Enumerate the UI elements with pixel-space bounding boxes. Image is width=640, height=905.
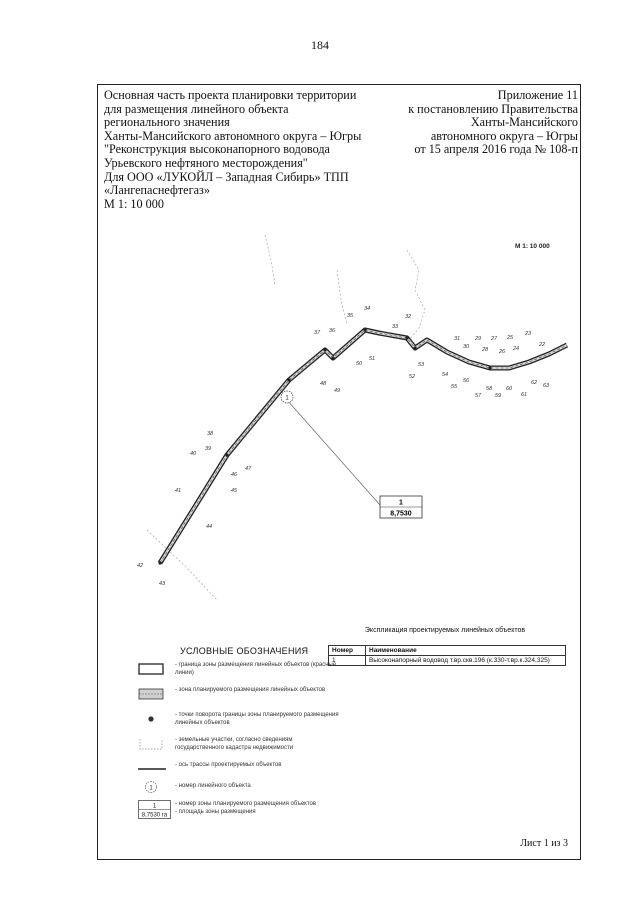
point-label: 46 — [231, 472, 238, 478]
legend-text: - граница зоны размещения линейных объектов (красные линии) — [175, 662, 337, 676]
point-label: 61 — [521, 392, 528, 398]
route-corridor — [160, 330, 567, 563]
appendix-title: Приложение 11 — [497, 88, 578, 102]
point-label: 57 — [475, 393, 482, 399]
column-header-name: Наименование — [366, 646, 566, 656]
map-scale: М 1: 10 000 — [515, 243, 550, 250]
point-label: 33 — [392, 324, 399, 330]
legend-text: - ось трассы проектируемых объектов — [175, 762, 282, 768]
object-number-marker — [281, 391, 293, 403]
legend-title: УСЛОВНЫЕ ОБОЗНАЧЕНИЯ — [180, 646, 309, 656]
legend-text: - площадь зоны размещения — [175, 809, 256, 815]
point-label: 62 — [531, 380, 538, 386]
zone-area: 8,7530 — [390, 510, 412, 518]
point-label: 58 — [486, 386, 493, 392]
zone-number: 1 — [399, 499, 403, 507]
row-name: Высоконапорный водовод т.вр.скв.196 (к.330-т.вр.к.324,325) — [366, 656, 566, 666]
header-right-line: к постановлению Правительства — [408, 101, 578, 116]
point-label: 47 — [245, 466, 252, 472]
point-label: 34 — [364, 306, 371, 312]
zone-boundary-symbol — [138, 662, 168, 676]
point-label: 42 — [137, 563, 144, 569]
cadastral-symbol — [138, 737, 168, 751]
point-label: 29 — [475, 336, 482, 342]
point-label: 40 — [190, 451, 197, 457]
object-number-symbol-text: 1 — [149, 785, 153, 792]
point-label: 41 — [175, 488, 182, 494]
point-label: 32 — [405, 314, 412, 320]
legend-text: - земельные участки, согласно сведениям государственного кадастра недвижимости — [175, 737, 294, 751]
point-label: 38 — [207, 431, 214, 437]
column-header-number: Номер — [329, 646, 366, 656]
point-label: 24 — [513, 346, 520, 352]
zone-area-symbol — [138, 687, 168, 701]
point-label: 28 — [482, 347, 489, 353]
explication-title: Экспликация проектируемых линейных объектов — [364, 627, 526, 634]
point-label: 30 — [463, 344, 470, 350]
point-label: 44 — [206, 524, 213, 530]
page-number: 184 — [311, 38, 329, 52]
point-label: 37 — [314, 330, 321, 336]
legend-item-zone-boundary — [138, 662, 338, 684]
point-label: 54 — [442, 372, 449, 378]
point-label: 50 — [356, 361, 363, 367]
point-label: 60 — [506, 386, 513, 392]
legend-text: - точки поворота границы зоны планируемого размещения линейных объектов — [175, 712, 339, 726]
point-label: 59 — [495, 393, 502, 399]
legend-item-zone-number — [138, 800, 338, 826]
header-left-line: Основная часть проекта планировки территории — [104, 88, 357, 102]
point-label: 51 — [369, 356, 376, 362]
point-label: 63 — [543, 383, 550, 389]
legend-item-cadastral — [138, 737, 338, 759]
table-row — [329, 656, 566, 666]
point-label: 43 — [159, 581, 166, 587]
header-right-line: от 15 апреля 2016 года № 108-п — [414, 142, 578, 157]
legend-item-object-number — [138, 780, 338, 802]
point-label: 27 — [491, 336, 498, 342]
legend-item-zone-area — [138, 687, 338, 709]
object-number-symbol — [138, 780, 168, 794]
point-label: 25 — [507, 335, 514, 341]
point-label: 23 — [525, 331, 532, 337]
legend-text: - номер линейного объекта — [175, 783, 251, 789]
point-label: 56 — [463, 378, 470, 384]
cadastral-lines — [147, 235, 425, 600]
point-label: 35 — [347, 313, 354, 319]
header-right-line: Ханты-Мансийского — [470, 115, 578, 130]
point-label: 36 — [329, 328, 336, 334]
header-left-line: для размещения линейного объекта — [104, 101, 289, 116]
header-left-line: «Лангепаснефтегаз» — [104, 183, 210, 198]
point-label: 48 — [320, 381, 327, 387]
point-label: 22 — [539, 342, 546, 348]
legend-item-turning-point — [138, 712, 338, 734]
zone-number-symbol — [138, 800, 172, 820]
route-map — [97, 230, 581, 610]
point-label: 53 — [418, 362, 425, 368]
object-number: 1 — [285, 395, 289, 402]
zone-number-symbol-text: 1 — [152, 803, 157, 810]
header-left-line: Урьевского нефтяного месторождения" — [104, 155, 308, 170]
point-label: 31 — [454, 336, 461, 342]
point-label: 52 — [409, 374, 416, 380]
header-left-scale: М 1: 10 000 — [104, 196, 164, 211]
point-label: 26 — [499, 349, 506, 355]
legend-text: - зона планируемого размещения линейных объектов — [175, 687, 326, 693]
header-left-line: Ханты-Мансийского автономного округа – Югры — [104, 128, 362, 143]
header-right-line: автономного округа – Югры — [430, 128, 578, 143]
point-label: 49 — [334, 388, 341, 394]
zone-leader-line — [287, 400, 380, 505]
row-number: 1 — [329, 656, 366, 666]
header-left-line: Для ООО «ЛУКОЙЛ – Западная Сибирь» ТПП — [104, 169, 349, 184]
turning-point-symbol — [138, 712, 168, 726]
header-left-line: регионального значения — [104, 115, 230, 130]
zone-area-symbol-text: 8,7530 га — [141, 812, 168, 819]
point-label: 39 — [205, 446, 212, 452]
header-right — [338, 89, 578, 157]
zone-label-box — [380, 496, 422, 518]
point-label: 45 — [231, 488, 238, 494]
route-axis-symbol — [138, 762, 168, 776]
sheet-number: Лист 1 из 3 — [520, 838, 568, 849]
legend-text: - номер зоны планируемого размещения объектов — [175, 801, 317, 807]
header-left-line: "Реконструкция высоконапорного водовода — [104, 142, 330, 157]
explication-table — [328, 645, 566, 666]
table-header-row — [329, 646, 566, 656]
point-label: 55 — [451, 384, 458, 390]
